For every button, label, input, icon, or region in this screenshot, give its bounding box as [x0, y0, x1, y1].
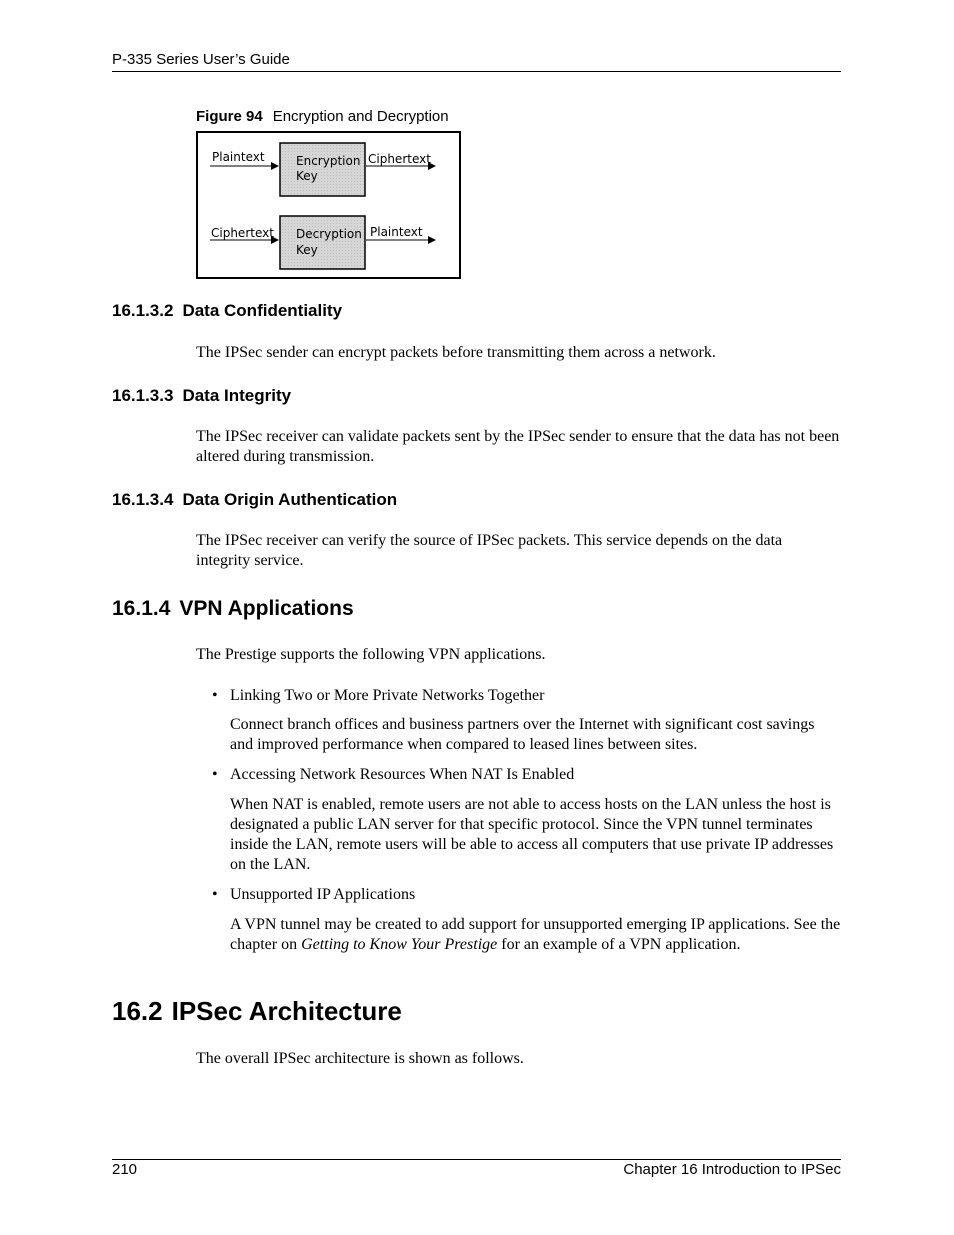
row1-output-label: Ciphertext [368, 152, 431, 166]
bullet-marker: • [212, 687, 218, 704]
encryption-box-line1: Encryption [296, 154, 361, 168]
heading-vpn-applications [112, 597, 354, 621]
encryption-key-box [280, 143, 365, 196]
footer-chapter: Chapter 16 Introduction to IPSec [623, 1161, 841, 1178]
encryption-decryption-figure [196, 131, 461, 279]
bullet-description: When NAT is enabled, remote users are not able to access hosts on the LAN unless the host is designated a public LAN server for that specific protocol. Since the VPN tunnel terminates inside the LAN, remote users will be able to access all computers that use private IP addresses on the LAN. [230, 796, 834, 873]
chapter-reference: Getting to Know Your Prestige [301, 936, 498, 953]
encryption-box-line2: Key [296, 169, 318, 183]
section-title: Data Origin Authentication [182, 490, 398, 509]
bullet-title: Linking Two or More Private Networks Together [230, 687, 545, 704]
bullet-description: Connect branch offices and business partners over the Internet with significant cost savings and improved performance when compared to leased lines between sites. [230, 716, 815, 753]
bullet-text-after: for an example of a VPN application. [497, 936, 741, 953]
section-number: 16.1.4 [112, 597, 171, 620]
heading-ipsec-architecture [112, 996, 402, 1027]
row2-output-label: Plaintext [370, 225, 423, 239]
heading-data-integrity [112, 386, 291, 406]
footer-rule [112, 1159, 841, 1160]
header-rule [112, 71, 841, 72]
section-title: VPN Applications [179, 597, 354, 620]
page-number: 210 [112, 1161, 138, 1178]
paragraph-data-origin-authentication: The IPSec receiver can verify the source of IPSec packets. This service depends on the data integrity service. [196, 532, 783, 569]
figure-diagram [198, 133, 459, 277]
section-title: Data Integrity [182, 386, 292, 405]
figure-caption [196, 108, 449, 125]
running-header: P-335 Series User’s Guide [112, 51, 290, 68]
section-number: 16.2 [112, 996, 163, 1026]
row2-input-label: Ciphertext [211, 226, 274, 240]
figure-label: Figure 94 [196, 108, 263, 125]
paragraph-vpn-intro: The Prestige supports the following VPN applications. [196, 646, 546, 663]
bullet-title: Accessing Network Resources When NAT Is Enabled [230, 766, 575, 783]
heading-data-confidentiality [112, 301, 342, 321]
section-number: 16.1.3.2 [112, 301, 174, 320]
section-number: 16.1.3.3 [112, 386, 174, 405]
bullet-title: Unsupported IP Applications [230, 886, 416, 903]
figure-title: Encryption and Decryption [272, 108, 449, 125]
bullet-marker: • [212, 886, 218, 903]
paragraph-data-confidentiality: The IPSec sender can encrypt packets before transmitting them across a network. [196, 344, 716, 361]
section-number: 16.1.3.4 [112, 490, 174, 509]
bullet-text-before: A VPN tunnel may be created to add support for unsupported emerging IP applications. See the chapter on [230, 916, 841, 953]
paragraph-data-integrity: The IPSec receiver can validate packets sent by the IPSec sender to ensure that the data has not been altered during transmission. [196, 428, 840, 465]
section-title: IPSec Architecture [171, 996, 402, 1026]
bullet-marker: • [212, 766, 218, 783]
bullet-description [230, 915, 842, 955]
decryption-box-line2: Key [296, 243, 318, 257]
section-title: Data Confidentiality [182, 301, 343, 320]
decryption-box-line1: Decryption [296, 227, 362, 241]
row1-input-label: Plaintext [212, 150, 265, 164]
decryption-key-box [280, 216, 365, 269]
paragraph-ipsec-architecture: The overall IPSec architecture is shown as follows. [196, 1050, 524, 1067]
heading-data-origin-authentication [112, 490, 397, 510]
